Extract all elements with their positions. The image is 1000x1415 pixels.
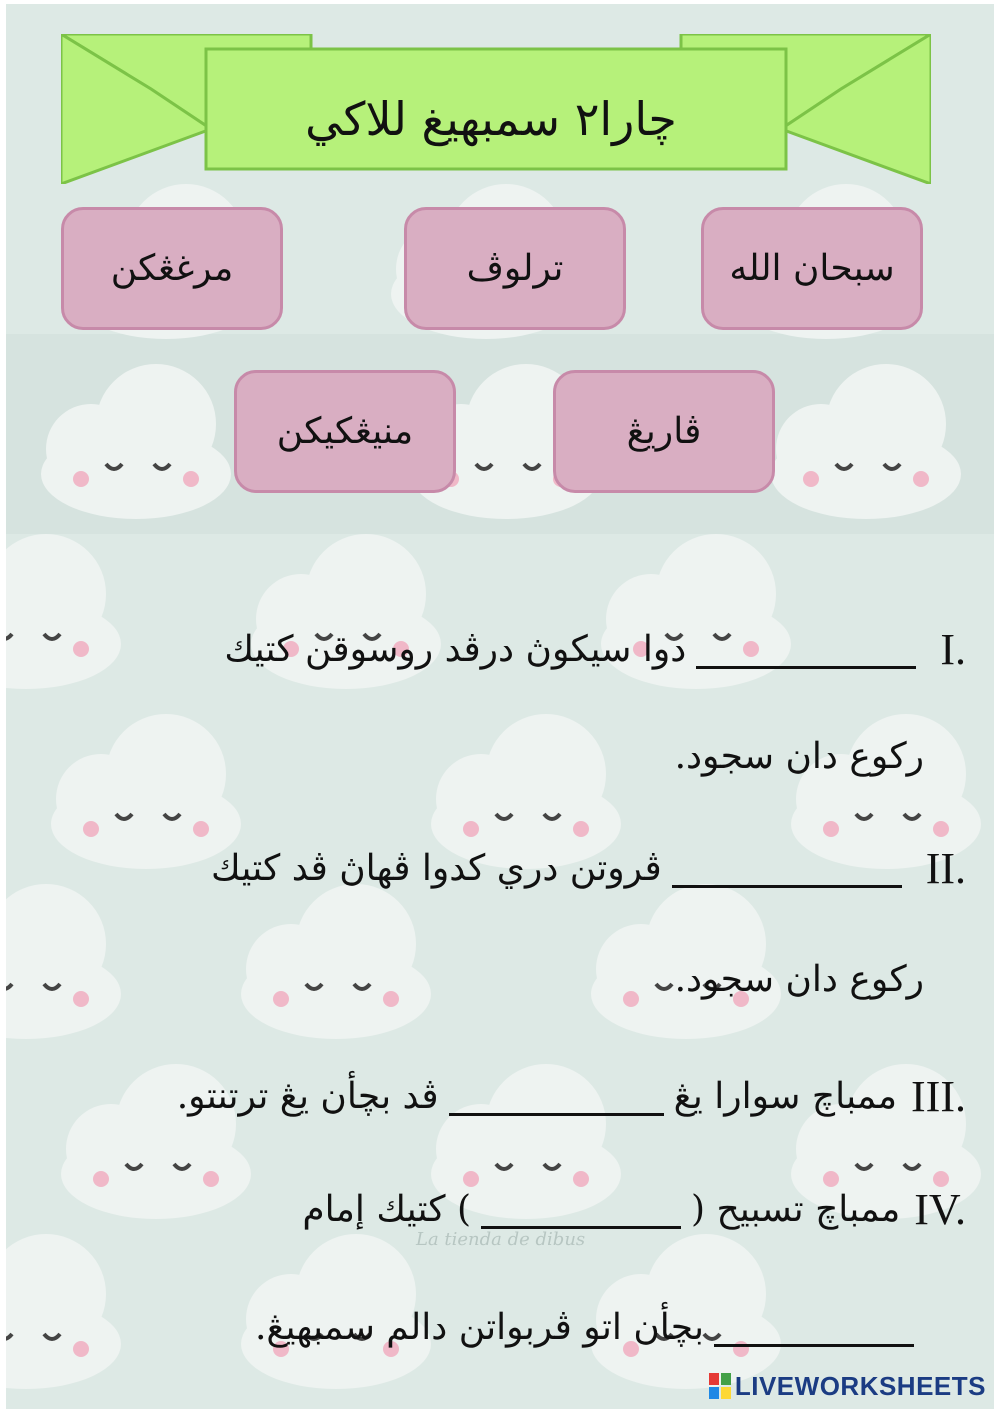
question-4-line-1 (302, 1179, 966, 1239)
question-number: II. (925, 843, 966, 893)
answer-blank[interactable] (714, 1307, 914, 1347)
word-bank-item[interactable]: ڤاريڠ (553, 370, 775, 493)
worksheet-page (6, 4, 994, 1409)
question-text: ڤد بچأن يڠ ترتنتو. (176, 1075, 439, 1117)
question-number: IV. (914, 1184, 966, 1234)
question-text: بچأن اتو ڤربواتن دالم سمبهيڠ. (254, 1306, 704, 1348)
liveworksheets-brand[interactable] (709, 1371, 986, 1401)
title-banner (61, 34, 931, 184)
answer-input[interactable] (692, 632, 916, 671)
word-bank-item[interactable]: سبحان الله (701, 207, 923, 330)
question-text: ) كتيك إمام (302, 1188, 472, 1230)
answer-input[interactable] (445, 1079, 664, 1118)
answer-blank[interactable] (696, 629, 916, 669)
liveworksheets-logo-icon (709, 1373, 731, 1399)
answer-blank[interactable] (449, 1076, 664, 1116)
question-1-line-1 (224, 619, 966, 679)
word-bank-item[interactable]: منيڠكيكن (234, 370, 456, 493)
question-text: ڤروتن دري كدوا ڤهاڽ ڤد كتيك (211, 847, 662, 889)
word-bank-item[interactable]: ترلوڤ (404, 207, 626, 330)
question-2-line-1 (211, 838, 966, 898)
question-text: ممباچ سوارا يڠ (673, 1075, 898, 1117)
question-text: ركوع دان سجود. (674, 958, 924, 1000)
answer-input[interactable] (668, 851, 902, 890)
page-title: چارا٢ سمبهيغ للاكي (305, 92, 677, 146)
question-2-line-2 (675, 949, 924, 1009)
question-text: دوا سيكوڽ درڤد روسوقن كتيك (224, 628, 687, 670)
question-4-line-2 (255, 1297, 924, 1357)
brand-text: LIVEWORKSHEETS (734, 1370, 986, 1401)
answer-input[interactable] (477, 1192, 681, 1231)
question-1-line-2 (675, 726, 924, 786)
watermark: La tienda de dibus (416, 1229, 586, 1250)
question-3-line-1 (177, 1066, 966, 1126)
answer-input[interactable] (710, 1310, 914, 1349)
answer-blank[interactable] (481, 1189, 681, 1229)
question-number: I. (940, 624, 966, 674)
question-number: III. (911, 1071, 966, 1121)
word-bank-item[interactable]: مرغڠكن (61, 207, 283, 330)
question-text: ممباچ تسبيح ( (691, 1188, 901, 1230)
question-text: ركوع دان سجود. (674, 735, 924, 777)
answer-blank[interactable] (672, 848, 902, 888)
